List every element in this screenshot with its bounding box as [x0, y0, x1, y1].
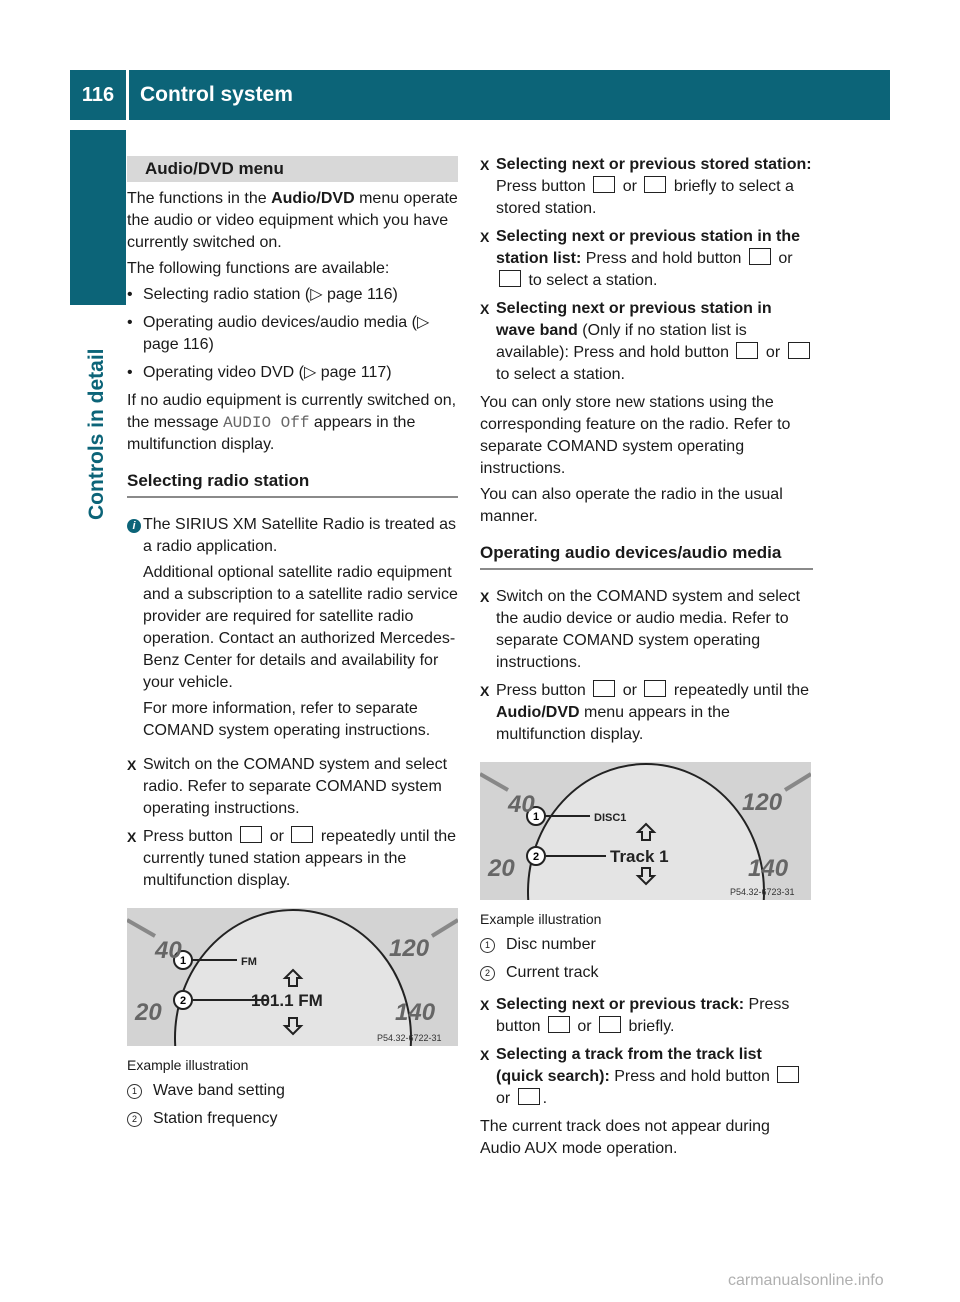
audio-display-illustration [480, 762, 811, 900]
list-item: • Operating video DVD (▷ page 117) [127, 364, 392, 381]
no-audio-paragraph: If no audio equipment is currently switched on, the message AUDIO Off appears in the multifunction display. [127, 392, 457, 453]
page-number: 116 [81, 84, 115, 106]
instruction-step: X Selecting next or previous stored station: Press button or briefly to select a stored station. [480, 156, 812, 217]
illustration-caption: Example illustration [127, 1057, 249, 1073]
list-item: • Selecting radio station (▷ page 116) [127, 286, 398, 303]
intro-paragraph: The functions in the Audio/DVD menu operate the audio or video equipment which you have currently switched on. [127, 190, 458, 251]
section-heading-audio-dvd: Audio/DVD menu [127, 156, 458, 182]
disc-label: DISC1 [594, 812, 627, 824]
previous-button-icon [499, 270, 521, 287]
audio-display-svg [480, 762, 811, 900]
info-text: For more information, refer to separate COMAND system operating instructions. [143, 700, 431, 739]
legend-item: 1 Disc number [480, 934, 813, 956]
svg-text:1: 1 [179, 955, 187, 967]
illustration-code: P54.32-6723-31 [730, 887, 795, 897]
illustration-caption: Example illustration [480, 911, 602, 927]
radio-display-illustration [127, 908, 458, 1046]
info-icon: i [127, 519, 141, 533]
instruction-step: X Switch on the COMAND system and select radio. Refer to separate COMAND system operating instructions. [127, 756, 448, 817]
next-button-icon [593, 176, 615, 193]
tick-label: 140 [395, 999, 436, 1026]
tick-label: 120 [389, 935, 430, 962]
info-note [127, 514, 458, 746]
svg-text:2: 2 [532, 851, 540, 863]
left-column [127, 156, 458, 1136]
tick-label: 20 [488, 855, 515, 882]
radio-display-svg [127, 908, 458, 1046]
legend-item: 1 Wave band setting [127, 1080, 458, 1102]
menu-forward-button-icon [291, 826, 313, 843]
tick-label: 120 [742, 789, 783, 816]
menu-forward-button-icon [644, 680, 666, 697]
menu-back-button-icon [240, 826, 262, 843]
legend-item: 2 Station frequency [127, 1108, 458, 1130]
svg-text:1: 1 [532, 811, 540, 823]
previous-button-icon [788, 342, 810, 359]
next-button-icon [548, 1016, 570, 1033]
info-text: The SIRIUS XM Satellite Radio is treated as a radio application. [143, 516, 457, 555]
page-title: Control system [140, 83, 293, 106]
watermark-text: carmanualsonline.info [728, 1272, 884, 1289]
instruction-step: X Selecting next or previous track: Press button or briefly. [480, 996, 790, 1035]
tick-label: 40 [508, 791, 535, 818]
right-column [480, 154, 813, 1164]
previous-button-icon [518, 1088, 540, 1105]
tick-label: 40 [155, 937, 182, 964]
next-button-icon [736, 342, 758, 359]
available-functions-text: The following functions are available: [127, 260, 390, 277]
side-tab [70, 130, 126, 305]
instruction-step: X Selecting next or previous station in the station list: Press and hold button or to select a station. [480, 228, 801, 289]
list-item: • Operating audio devices/audio media (▷ page 116) [127, 314, 430, 353]
body-paragraph: You can also operate the radio in the usual manner. [480, 486, 783, 525]
header-divider [126, 70, 129, 120]
subsection-heading-audio-media: Operating audio devices/audio media [480, 542, 813, 570]
svg-text:2: 2 [179, 995, 187, 1007]
body-paragraph: You can only store new stations using the corresponding feature on the radio. Refer to separate COMAND system operating instructions. [480, 394, 791, 477]
illustration-code: P54.32-6722-31 [377, 1033, 442, 1043]
info-text: Additional optional satellite radio equipment and a subscription to a satellite radio service provider are required for satellite radio operation. Contact an authorized Mercedes-Benz Center for details and availability for your vehicle. [143, 564, 458, 691]
legend-item: 2 Current track [480, 962, 813, 984]
next-button-icon [777, 1066, 799, 1083]
subsection-heading-radio: Selecting radio station [127, 470, 458, 498]
previous-button-icon [644, 176, 666, 193]
instruction-step: X Switch on the COMAND system and select the audio device or audio media. Refer to separate COMAND system operating instructions. [480, 588, 801, 671]
wave-band-label: FM [241, 956, 257, 968]
tick-label: 140 [748, 855, 789, 882]
instruction-step: X Press button or repeatedly until the Audio/DVD menu appears in the multifunction display. [480, 682, 810, 743]
instruction-step: X Selecting next or previous station in wave band (Only if no station list is available): Press and hold button or to select a station. [480, 298, 813, 386]
next-button-icon [749, 248, 771, 265]
instruction-step: X Selecting a track from the track list (quick search): Press and hold button or . [480, 1044, 813, 1110]
menu-back-button-icon [593, 680, 615, 697]
body-paragraph: The current track does not appear during Audio AUX mode operation. [480, 1118, 770, 1157]
side-section-label: Controls in detail [85, 348, 108, 520]
previous-button-icon [599, 1016, 621, 1033]
instruction-step: X Press button or repeatedly until the currently tuned station appears in the multifunction display. [127, 828, 457, 889]
track-label: Track 1 [610, 847, 669, 866]
frequency-label: 101.1 FM [251, 991, 323, 1010]
tick-label: 20 [135, 999, 162, 1026]
